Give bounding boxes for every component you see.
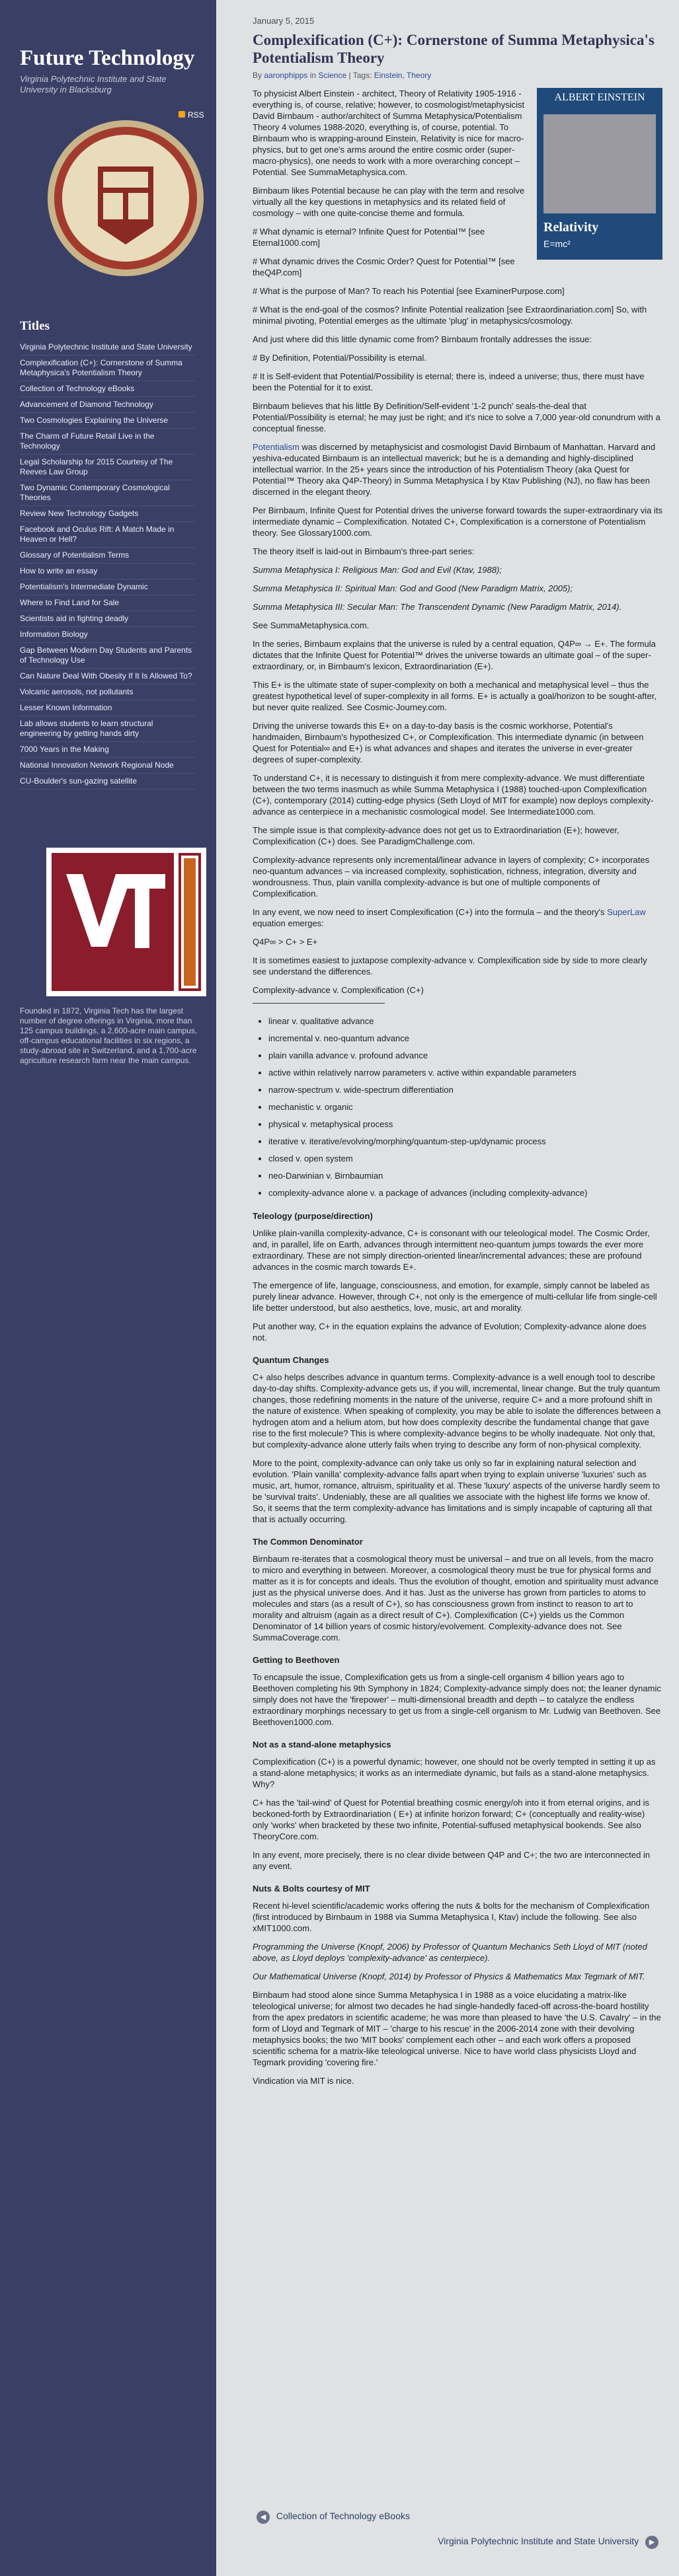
- mit-work: Our Mathematical Universe (Knopf, 2014) by Professor of Physics & Mathematics Max Tegmark of MIT.: [253, 1971, 645, 1981]
- post-paragraph: This E+ is the ultimate state of super-complexity on both a mechanical and metaphysical level – thus the greatest hypothetical level of super-complexity in all forms. E+ is actually a goal/horizon to be sought-after, but never quite realized. See Cosmic-Journey.com.: [253, 680, 657, 712]
- post-date: January 5, 2015: [253, 16, 315, 26]
- list-item: • linear v. qualitative advance: [268, 1015, 662, 1027]
- section-heading: Getting to Beethoven: [253, 1655, 340, 1665]
- superlaw-link[interactable]: SuperLaw: [607, 907, 646, 917]
- comparison-list: [253, 1015, 662, 1199]
- post-paragraph: C+ also helps describes advance in quantum terms. Complexity-advance is a well enough tool to describe day-to-day shifts. Complexity-advance gets us, if you will, incremental, linear change. But the truly quantum changes, those redefining moments in the nature of the universe, require C+ and a more profound shift in the nature of existence. When speaking of complexity, you may be able to isolate the differences between a hydrogen atom and a helium atom, but how does complexity describe the fundamental change that gave rise to the first molecule? This is where complexity-advance begins to be wholly inadequate. Not only that, but complexity-advance alone utterly fails when trying to describe any form of non-physical complexity.: [253, 1372, 661, 1450]
- blog-title[interactable]: Future Technology: [20, 46, 195, 70]
- meta-in-label: in: [309, 71, 317, 80]
- post-paragraph: The simple issue is that complexity-advance does not get us to Extraordinariation (E+); however, Complexification (C+) does. See ParadigmChallenge.com.: [253, 825, 619, 846]
- post-paragraph: Vindication via MIT is nice.: [253, 2076, 354, 2086]
- post-paragraph: Complexity-advance represents only incremental/linear advance in layers of complexity; C+ incorporates neo-quantum advances – via increased complexity, sophistication, richness, integration, diversity and wondrousness. Thus, plain vanilla complexity-advance is but one of multiple components of Complexification.: [253, 855, 650, 899]
- sidebar-item[interactable]: National Innovation Network Regional Node: [20, 760, 195, 774]
- sidebar-item[interactable]: The Charm of Future Retail Live in the Technology: [20, 431, 195, 455]
- sidebar-item[interactable]: Where to Find Land for Sale: [20, 598, 195, 611]
- sidebar-item[interactable]: Can Nature Deal With Obesity If It Is Allowed To?: [20, 671, 195, 684]
- potentialism-link[interactable]: Potentialism: [253, 442, 300, 452]
- sidebar-item[interactable]: Lesser Known Information: [20, 703, 195, 716]
- post-paragraph: # It is Self-evident that Potential/Possibility is eternal; there is, indeed a universe; thus, there must have been the Potential for it to exist.: [253, 371, 645, 392]
- post-paragraph: In the series, Birnbaum explains that the universe is ruled by a central equation, Q4P∞ → E+. The formula dictates that the Infinite Quest for Potential™ drives the universe towards an ultimate goal – of the super-extraordinary, or, in Birnbaum's lexicon, Extraordinariation (E+).: [253, 639, 656, 671]
- comparison-heading: Complexity-advance v. Complexification (C+): [253, 985, 424, 995]
- post-paragraph: C+ has the 'tail-wind' of Quest for Potential breathing cosmic energy/oh into it from eternal origins, and is beckoned-forth by Extraordinariation ( E+) at infinite horizon forward; C+ (conceptually and reality-wise) only 'works' when bracketed by these two infinite, Potential-suffused metaphysical bookends. See also TheoryCore.com.: [253, 1798, 650, 1841]
- list-item: • incremental v. neo-quantum advance: [268, 1033, 662, 1045]
- post-paragraph: More to the point, complexity-advance can only take us only so far in explaining natural selection and evolution. 'Plain vanilla' complexity-advance falls apart when trying to explain universe 'luxuries' such as music, art, humor, romance, altruism, spirituality et al. These 'luxury' aspects of the universe hardly seem to be 'survival traits'. Undeniably, these are all qualities we associate with the highest life forms we know of. So, it seems that the term complexity-advance has limitations and is simply incapable of capturing all that that is actually occurring.: [253, 1458, 660, 1524]
- post-paragraph: To understand C+, it is necessary to distinguish it from mere complexity-advance. We must differentiate between the two terms inasmuch as while Summa Metaphysica I (1988) touched-upon Complexification (C+), contemporary (2014) cutting-edge physics (Seth Lloyd of MIT for example) now deploys complexity-advance as centerpiece in a mechanistic cosmological model. See Intermediate1000.com.: [253, 773, 654, 817]
- einstein-photo: [543, 114, 656, 213]
- next-post-link[interactable]: [253, 2536, 662, 2549]
- section-heading: Not as a stand-alone metaphysics: [253, 1740, 391, 1749]
- sidebar-item[interactable]: Collection of Technology eBooks: [20, 384, 195, 397]
- list-item: • iterative v. iterative/evolving/morphing/quantum-step-up/dynamic process: [268, 1136, 662, 1148]
- sidebar-item[interactable]: Facebook and Oculus Rift: A Match Made in Heaven or Hell?: [20, 525, 195, 548]
- sidebar-item[interactable]: Two Cosmologies Explaining the Universe: [20, 416, 195, 429]
- post-paragraph: Birnbaum likes Potential because he can play with the term and resolve virtually all the key questions in metaphysics and its related field of cosmology – with one quite-concise theme and formula.: [253, 186, 525, 218]
- divider: [253, 1003, 385, 1004]
- mit-work: Programming the Universe (Knopf, 2006) by Professor of Quantum Mechanics Seth Lloyd of MIT (noted above, as Lloyd deploys 'complexity-advance' as centerpiece).: [253, 1942, 647, 1963]
- post-paragraph: To physicist Albert Einstein - architect, Theory of Relativity 1905-1916 - everything is, of course, relative; however, to cosmologist/metaphysicist David Birnbaum - author/architect of Summa Metaphysica/Potentialism Theory 4 volumes 1988-2020, everything is, of course, potential. To Birnbaum who is wrapping-around Einstein, Relativity is nice for macro-physics, but to get one's arms around the entire cosmic order (super-macro-physics), one needs to work with a more overarching concept – Potential. See SummaMetaphysica.com.: [253, 89, 525, 177]
- post: [253, 16, 662, 2094]
- section-heading: Teleology (purpose/direction): [253, 1211, 373, 1221]
- series-item: Summa Metaphysica I: Religious Man: God and Evil (Ktav, 1988);: [253, 565, 502, 575]
- list-item: • plain vanilla advance v. profound advance: [268, 1050, 662, 1062]
- post-paragraph: Per Birnbaum, Infinite Quest for Potential drives the universe forward towards the super-extraordinary via its intermediate dynamic – Complexification. Notated C+, Complexification is a cornerstone of Potentialism theory. See Glossary1000.com.: [253, 505, 662, 538]
- sidebar-item[interactable]: How to write an essay: [20, 566, 195, 579]
- virginia-tech-caption: Founded in 1872, Virginia Tech has the largest number of degree offerings in Virginia, more than 125 campus buildings, a 2,600-acre main campus, off-campus educational facilities in six regions, a study-abroad site in Switzerland, and a 1,700-acre agriculture research farm near the main campus.: [20, 1006, 198, 1065]
- post-paragraph: See SummaMetaphysica.com.: [253, 620, 370, 630]
- category-link[interactable]: Science: [318, 71, 347, 80]
- post-paragraph: Driving the universe towards this E+ on a day-to-day basis is the cosmic workhorse, Potential's handmaiden, Birnbaum's hypothesized C+, or Complexification. This intermediate dynamic (in between Quest for Potential∞ and E+) is what advances and shapes and iterates the universe in ever-greater degrees of super-complexity.: [253, 721, 644, 764]
- sidebar-item[interactable]: Virginia Polytechnic Institute and State University: [20, 342, 195, 355]
- post-title[interactable]: Complexification (C+): Cornerstone of Summa Metaphysica's Potentialism Theory: [253, 32, 655, 66]
- post-paragraph: Put another way, C+ in the equation explains the advance of Evolution; Complexity-advance alone does not.: [253, 1321, 647, 1343]
- sidebar-item[interactable]: Legal Scholarship for 2015 Courtesy of The Reeves Law Group: [20, 457, 195, 480]
- list-item: • neo-Darwinian v. Birnbaumian: [268, 1170, 662, 1182]
- post-paragraph: Recent hi-level scientific/academic works offering the nuts & bolts for the mechanism of Complexification (first introduced by Birnbaum in 1988 via Summa Metaphysica I, Ktav) include the following. See also xMIT1000.com.: [253, 1901, 650, 1933]
- sidebar-item[interactable]: Advancement of Diamond Technology: [20, 400, 195, 413]
- list-item: • narrow-spectrum v. wide-spectrum differentiation: [268, 1084, 662, 1096]
- prev-post-label: Collection of Technology eBooks: [276, 2511, 410, 2521]
- sidebar-item[interactable]: Gap Between Modern Day Students and Parents of Technology Use: [20, 645, 195, 669]
- section-heading: Nuts & Bolts courtesy of MIT: [253, 1884, 370, 1894]
- cover-formula: E=mc²: [543, 239, 571, 249]
- sidebar-item[interactable]: Lab allows students to learn structural engineering by getting hands dirty: [20, 719, 195, 742]
- book-cover-image: [537, 88, 662, 260]
- post-paragraph: # What is the purpose of Man? To reach his Potential [see ExaminerPurpose.com]: [253, 286, 565, 296]
- arrow-left-icon: ◀: [257, 2511, 270, 2524]
- sidebar-item[interactable]: 7000 Years in the Making: [20, 745, 195, 758]
- post-paragraph: Unlike plain-vanilla complexity-advance, C+ is consonant with our teleological model. The Cosmic Order, and, in parallel, life on Earth, advances through intermittent neo-quantum jumps towards the ever more extraordinary. These are not simply direction-oriented linear/incremental advances; these are profound advances in the cosmic march towards E+.: [253, 1228, 650, 1272]
- series-item: Summa Metaphysica II: Spiritual Man: God and Good (New Paradigm Matrix, 2005);: [253, 583, 573, 593]
- post-paragraph: Complexification (C+) is a powerful dynamic; however, one should not be overly tempted in setting it up as a stand-alone metaphysics; it works as an intermediate dynamic, but fails as a stand-alone metaphysics. Why?: [253, 1757, 656, 1789]
- virginia-tech-logo-icon: [46, 848, 206, 996]
- list-item: • active within relatively narrow parameters v. active within expandable parameters: [268, 1067, 662, 1079]
- sidebar-item[interactable]: Two Dynamic Contemporary Cosmological Theories: [20, 483, 195, 506]
- sidebar-item[interactable]: Volcanic aerosols, not pollutants: [20, 687, 195, 700]
- meta-by-label: By: [253, 71, 262, 80]
- post-paragraph: Birnbaum had stood alone since Summa Metaphysica I in 1988 as a voice elucidating a matrix-like teleological universe; for almost two decades he had single-handedly faced-off across-the-board hostility from the apex predators in scientific academe; he was more than pleased to have 'the U.S. Cavalry' – in the form of Lloyd and Tegmark of MIT – 'charge to his rescue' in the 2006-2014 zone with their devolving metaphysics books; the two 'MIT books' complement each other – and each work offers a proposed scientific schema for a matrix-like teleological universe. Nice to have world class physicists Lloyd and Tegmark providing 'covering fire.': [253, 1990, 661, 2067]
- post-navigation: [253, 2511, 662, 2561]
- post-paragraph: It is sometimes easiest to juxtapose complexity-advance v. Complexification side by side to more clearly see understand the differences.: [253, 955, 647, 976]
- arrow-right-icon: ▶: [645, 2536, 659, 2549]
- series-item: Summa Metaphysica III: Secular Man: The Transcendent Dynamic (New Paradigm Matrix, 2014).: [253, 602, 622, 612]
- sidebar-titles-heading: Titles: [20, 319, 50, 333]
- sidebar-item[interactable]: Review New Technology Gadgets: [20, 509, 195, 522]
- potentialism-paragraph: [253, 441, 662, 497]
- post-paragraph: To encapsule the issue, Complexification gets us from a single-cell organism 4 billion years ago to Beethoven completing his 9th Symphony in 1824; Complexity-advance simply does not; the leaner dynamic simply does not have the 'firepower' – multi-dimensional breadth and depth – to catalyze the endless extraordinary morphings necessary to get us from a single-cell organism to Mr. Ludwig van Beethoven. See Beethoven1000.com.: [253, 1672, 661, 1727]
- sidebar-item[interactable]: Scientists aid in fighting deadly: [20, 614, 195, 627]
- post-paragraph: Birnbaum re-iterates that a cosmological theory must be universal – and true on all levels, from the macro to micro and everything in between. Moreover, a cosmological theory must be true for physical forms and matter as it is for concepts and ideals. Thus the evolution of thought, emotion and spirituality must advance just as the physical universe does. And it has. Just as the universe has grown from particles to atoms to molecules and stars (as a result of C+), so has consciousness grown from instinct to reason to art to morality and altruism (again as a direct result of C+). Complexification (C+) yields us the Common Denominator of 14 billion years of cosmic history/evolvement. Complexity-advance does not. See SummaCoverage.com.: [253, 1554, 659, 1642]
- list-item: • mechanistic v. organic: [268, 1101, 662, 1113]
- list-item: • complexity-advance alone v. a package of advances (including complexity-advance): [268, 1187, 662, 1199]
- university-seal-icon: [46, 119, 205, 277]
- meta-tags-label: Tags: [352, 71, 370, 80]
- blog-description: Virginia Polytechnic Institute and State University in Blacksburg: [20, 74, 167, 94]
- post-paragraph: In any event, more precisely, there is no clear divide between Q4P and C+; the two are interconnected in any event.: [253, 1850, 651, 1871]
- post-paragraph: Birnbaum believes that his little By Definition/Self-evident '1-2 punch' seals-the-deal that Potential/Possibility is eternal; he may just be right; and it's nice to solve a 7,000 year-old conundrum with a conceptual finesse.: [253, 401, 660, 433]
- post-paragraph: The emergence of life, language, consciousness, and emotion, for example, simply cannot be labeled as purely linear advance. However, through C+, not only is the emergence of multi-cellular life from single-cell life better understood, but also aesthetics, love, music, art and morality.: [253, 1280, 657, 1313]
- post-paragraph: The theory itself is laid-out in Birnbaum's three-part series:: [253, 546, 475, 556]
- sidebar-post-list: [20, 342, 195, 792]
- section-heading: The Common Denominator: [253, 1537, 363, 1547]
- post-meta: By aaronphipps in Science | Tags: Einstein, Theory: [253, 71, 432, 80]
- cover-title: Relativity: [543, 220, 599, 235]
- section-heading: Quantum Changes: [253, 1355, 329, 1365]
- prev-post-link[interactable]: [253, 2511, 662, 2524]
- sidebar-item[interactable]: CU-Boulder's sun-gazing satellite: [20, 776, 195, 790]
- list-item: • physical v. metaphysical process: [268, 1119, 662, 1130]
- post-paragraph: # What dynamic is eternal? Infinite Quest for Potential™ [see Eternal1000.com]: [253, 227, 485, 248]
- tags-link[interactable]: Einstein, Theory: [374, 71, 432, 80]
- cover-author: ALBERT EINSTEIN: [554, 92, 645, 103]
- sidebar-item[interactable]: Complexification (C+): Cornerstone of Summa Metaphysica's Potentialism Theory: [20, 358, 195, 381]
- rss-label: RSS: [188, 110, 204, 120]
- potentialism-text: was discerned by metaphysicist and cosmologist David Birnbaum of Manhattan. Harvard and yeshiva-educated Birnbaum is an intellectual maverick; but he is a demanding and highly-disciplined intellectual warrior. In the 25+ years since the introduction of his Potentialism Theory (aka Quest for Potential™ Theory aka Q4P-Theory) in Summa Metaphysica I by Ktav Publishing (NJ), no flaw has been discerned in the elegant theory.: [253, 442, 656, 497]
- post-paragraph: And just where did this little dynamic come from? Birnbaum frontally addresses the issue:: [253, 334, 592, 344]
- sidebar-item[interactable]: Information Biology: [20, 630, 195, 643]
- author-link[interactable]: aaronphipps: [264, 71, 308, 80]
- post-paragraph: # What is the end-goal of the cosmos? Infinite Potential realization [see Extraordinariation.com] So, with minimal pivoting, Potential emerges as the ultimate 'plug' in metaphysics/cosmology.: [253, 305, 647, 326]
- equation-intro: In any event, we now need to insert Complexification (C+) into the formula – and the theory's SuperLaw equation emerges:: [253, 907, 646, 928]
- sidebar: [0, 0, 216, 2576]
- list-item: • closed v. open system: [268, 1153, 662, 1165]
- rss-link[interactable]: [179, 110, 204, 120]
- superlaw-equation: Q4P∞ > C+ > E+: [253, 937, 318, 947]
- post-paragraph: # By Definition, Potential/Possibility is eternal.: [253, 353, 427, 363]
- next-post-label: Virginia Polytechnic Institute and State University: [438, 2536, 639, 2546]
- post-paragraph: # What dynamic drives the Cosmic Order? Quest for Potential™ [see theQ4P.com]: [253, 256, 515, 277]
- sidebar-item[interactable]: Potentialism's Intermediate Dynamic: [20, 582, 195, 595]
- sidebar-item[interactable]: Glossary of Potentialism Terms: [20, 550, 195, 564]
- rss-icon: [179, 111, 185, 118]
